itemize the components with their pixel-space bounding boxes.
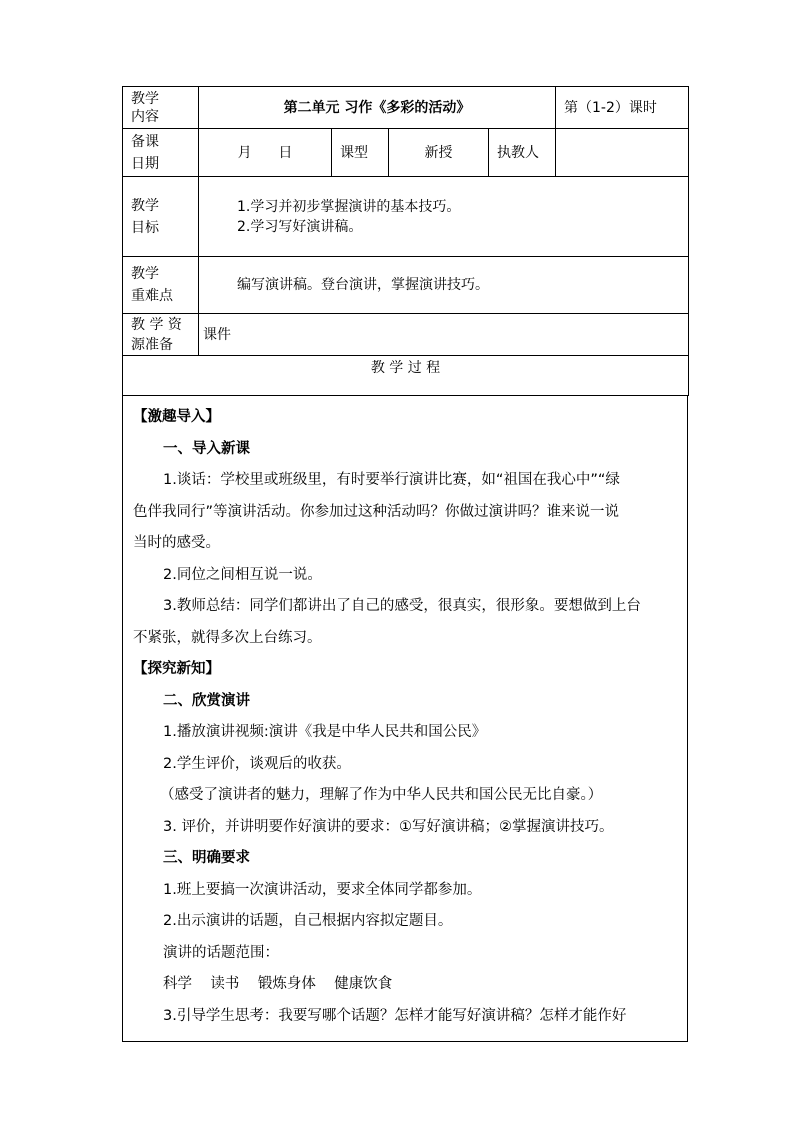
goals-content (199, 177, 689, 257)
goal-item: 2.学习写好演讲稿。 (237, 218, 363, 235)
paragraph: 不紧张，就得多次上台练习。 (133, 629, 322, 646)
type-value: 新授 (389, 129, 489, 177)
paragraph: 1.班上要搞一次演讲活动，要求全体同学都参加。 (163, 881, 482, 898)
section-subtitle: 三、明确要求 (163, 850, 250, 866)
row-content (123, 87, 689, 129)
paragraph: 2.出示演讲的话题，自己根据内容拟定题目。 (163, 913, 453, 929)
section-title: 【探究新知】 (133, 661, 220, 677)
month-day: 月 日 (199, 129, 332, 177)
paragraph: 1.播放演讲视频:演讲《我是中华人民共和国公民》 (163, 724, 487, 740)
row-key (123, 257, 689, 314)
section-subtitle: 二、欣赏演讲 (163, 692, 250, 709)
row-process (123, 356, 689, 396)
paragraph: 3.引导学生思考：我要写哪个话题？怎样才能写好演讲稿？怎样才能作好 (163, 1007, 627, 1024)
paragraph: （感受了演讲者的魅力，理解了作为中华人民共和国公民无比自豪。） (160, 787, 603, 803)
paragraph: 演讲的话题范围： (163, 944, 279, 961)
row-resource (123, 314, 689, 356)
row-goals (123, 177, 689, 257)
type-label: 课型 (332, 129, 389, 177)
goal-item: 1.学习并初步掌握演讲的基本技巧。 (237, 198, 461, 215)
row-date (123, 129, 689, 177)
teacher-label: 执教人 (489, 129, 556, 177)
key-label: 教学 重难点 (123, 257, 199, 314)
section-title: 【激趣导入】 (133, 409, 220, 425)
date-label: 备课 日期 (123, 129, 199, 177)
key-value: 编写演讲稿。登台演讲，掌握演讲技巧。 (199, 257, 689, 314)
paragraph: 2.同位之间相互说一说。 (163, 566, 322, 583)
lesson-count: 第（1-2）课时 (556, 87, 689, 129)
paragraph: 3.教师总结：同学们都讲出了自己的感受，很真实，很形象。要想做到上台 (163, 598, 641, 614)
process-heading: 教 学 过 程 (123, 356, 689, 396)
section-subtitle: 一、导入新课 (163, 440, 250, 457)
paragraph: 1.谈话：学校里或班级里，有时要举行演讲比赛，如“祖国在我心中”“绿 (163, 472, 620, 488)
process-body (122, 396, 688, 1042)
lesson-plan-table (122, 86, 689, 396)
paragraph: 色伴我同行”等演讲活动。你参加过这种活动吗？你做过演讲吗？谁来说一说 (133, 503, 620, 520)
resource-value: 课件 (199, 314, 689, 356)
goals-label: 教学 目标 (123, 177, 199, 257)
topic-list: 科学 读书 锻炼身体 健康饮食 (163, 976, 393, 992)
teacher-value (556, 129, 689, 177)
paragraph: 2.学生评价，谈观后的收获。 (163, 755, 351, 772)
unit-title: 第二单元 习作《多彩的活动》 (199, 87, 556, 129)
paragraph: 当时的感受。 (133, 535, 220, 551)
resource-label: 教 学 资 源准备 (123, 314, 199, 356)
content-label: 教学 内容 (123, 87, 199, 129)
paragraph: 3. 评价，并讲明要作好演讲的要求：①写好演讲稿；②掌握演讲技巧。 (163, 818, 614, 835)
